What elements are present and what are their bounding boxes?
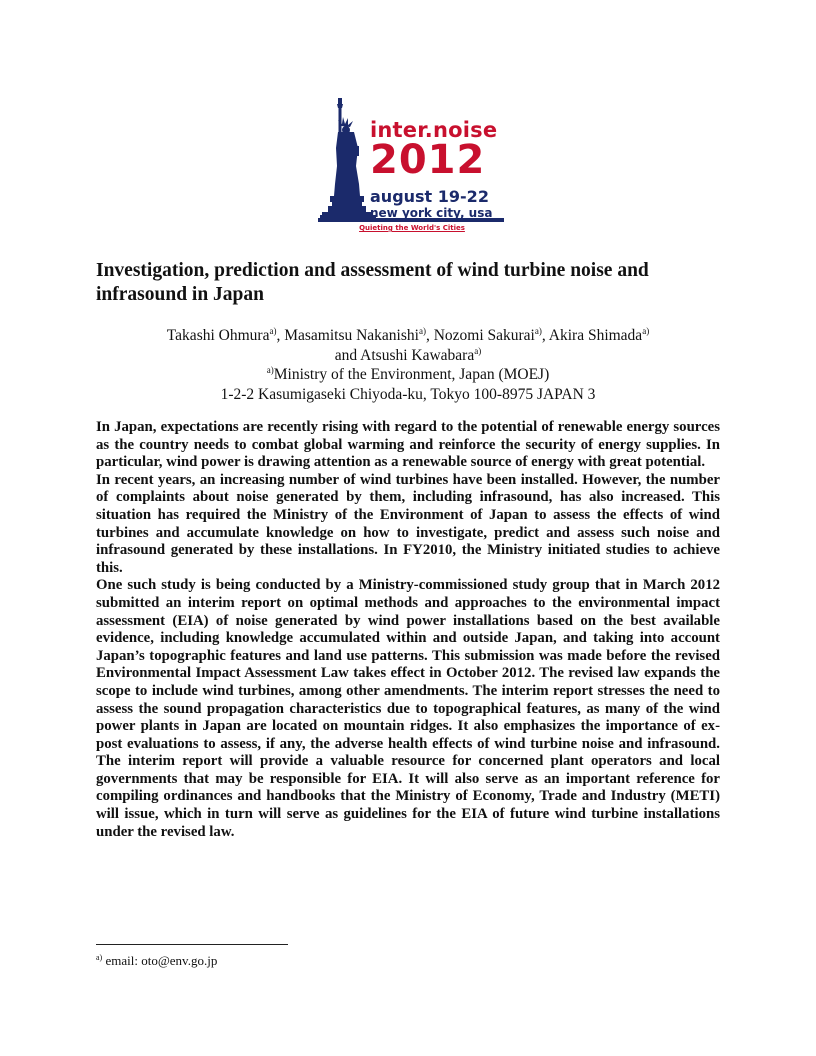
abstract-paragraph: In recent years, an increasing number of wind turbines have been installed. However, the number of complaints about noise generated by them, including infrasound, has also increased. This situation has required the Ministry of the Environment of Japan to assess the effects of wind turbines and accumulate knowledge on how to investigate, predict and assess such noise and infrasound generated by these installations. In FY2010, the Ministry initiated studies to achieve this.	[96, 471, 720, 576]
affiliation	[96, 365, 720, 385]
conference-city: new york city, usa	[370, 206, 493, 220]
abstract	[96, 419, 720, 841]
abstract-paragraph: One such study is being conducted by a Ministry-commissioned study group that in March 2012 submitted an interim report on optimal methods and approaches to the environmental impact assessment (EIA) of noise generated by wind power installations based on the best available evidence, including knowledge accumulated within and outside Japan, and taking into account Japan’s topographic features and land use patterns. This submission was made before the revised Environmental Impact Assessment Law takes effect in October 2012. The revised law expands the scope to include wind turbines, among other amendments. The interim report stresses the need to assess the sound propagation characteristics due to topographical features, as many of the wind power plants in Japan are located on mountain ridges. It also emphasizes the importance of ex-post evaluations to assess, if any, the adverse health effects of wind turbine noise and infrasound. The interim report will provide a valuable resource for concerned plant operators and local governments that may be responsible for EIA. It will also serve as an important reference for compiling ordinances and handbooks that the Ministry of Economy, Trade and Industry (METI) will issue, which in turn will serve as guidelines for the EIA of future wind turbine installations under the revised law.	[96, 577, 720, 840]
author-line	[96, 326, 720, 346]
author-separator: ,	[276, 327, 285, 344]
author-affiliation-mark: a)	[534, 326, 542, 336]
author-affiliation-mark: a)	[269, 326, 277, 336]
conference-dates: august 19-22	[370, 187, 489, 206]
author-affiliation-mark: a)	[418, 326, 426, 336]
author-separator: ,	[541, 327, 549, 344]
author-separator: ,	[425, 327, 434, 344]
author-affiliation-mark: a)	[642, 326, 650, 336]
author-affiliation-mark: a)	[474, 345, 482, 356]
author-name: Nozomi Sakurai	[433, 327, 535, 344]
conference-year: 2012	[370, 137, 486, 183]
conference-tagline: Quieting the World's Cities	[359, 224, 465, 232]
footnote-email: email: oto@env.go.jp	[102, 953, 218, 968]
footnote-mark: a)	[96, 953, 103, 962]
affiliation-org: Ministry of the Environment, Japan (MOEJ)	[273, 366, 550, 383]
footnote-rule	[96, 944, 288, 945]
conference-name: inter.noise	[370, 118, 498, 142]
author-name: Akira Shimada	[548, 327, 643, 344]
affiliation-address: 1-2-2 Kasumigaseki Chiyoda-ku, Tokyo 100-8975 JAPAN 3	[220, 385, 596, 403]
conference-logo	[318, 96, 504, 244]
author-name: Masamitsu Nakanishi	[284, 327, 419, 344]
affiliation-mark: a)	[266, 365, 274, 375]
author-name: Atsushi Kawabara	[360, 346, 475, 364]
author-line	[96, 346, 720, 366]
abstract-paragraph: In Japan, expectations are recently rising with regard to the potential of renewable energy sources as the country needs to combat global warming and reinforce the security of energy supplies. In particular, wind power is drawing attention as a renewable source of energy with great potential.	[96, 419, 720, 471]
paper-title: Investigation, prediction and assessment of wind turbine noise and infrasound in Japan	[96, 260, 649, 305]
author-block	[96, 326, 720, 404]
footnote	[96, 953, 217, 969]
author-name: Takashi Ohmura	[166, 327, 270, 344]
author-conjunction: and	[334, 346, 361, 364]
